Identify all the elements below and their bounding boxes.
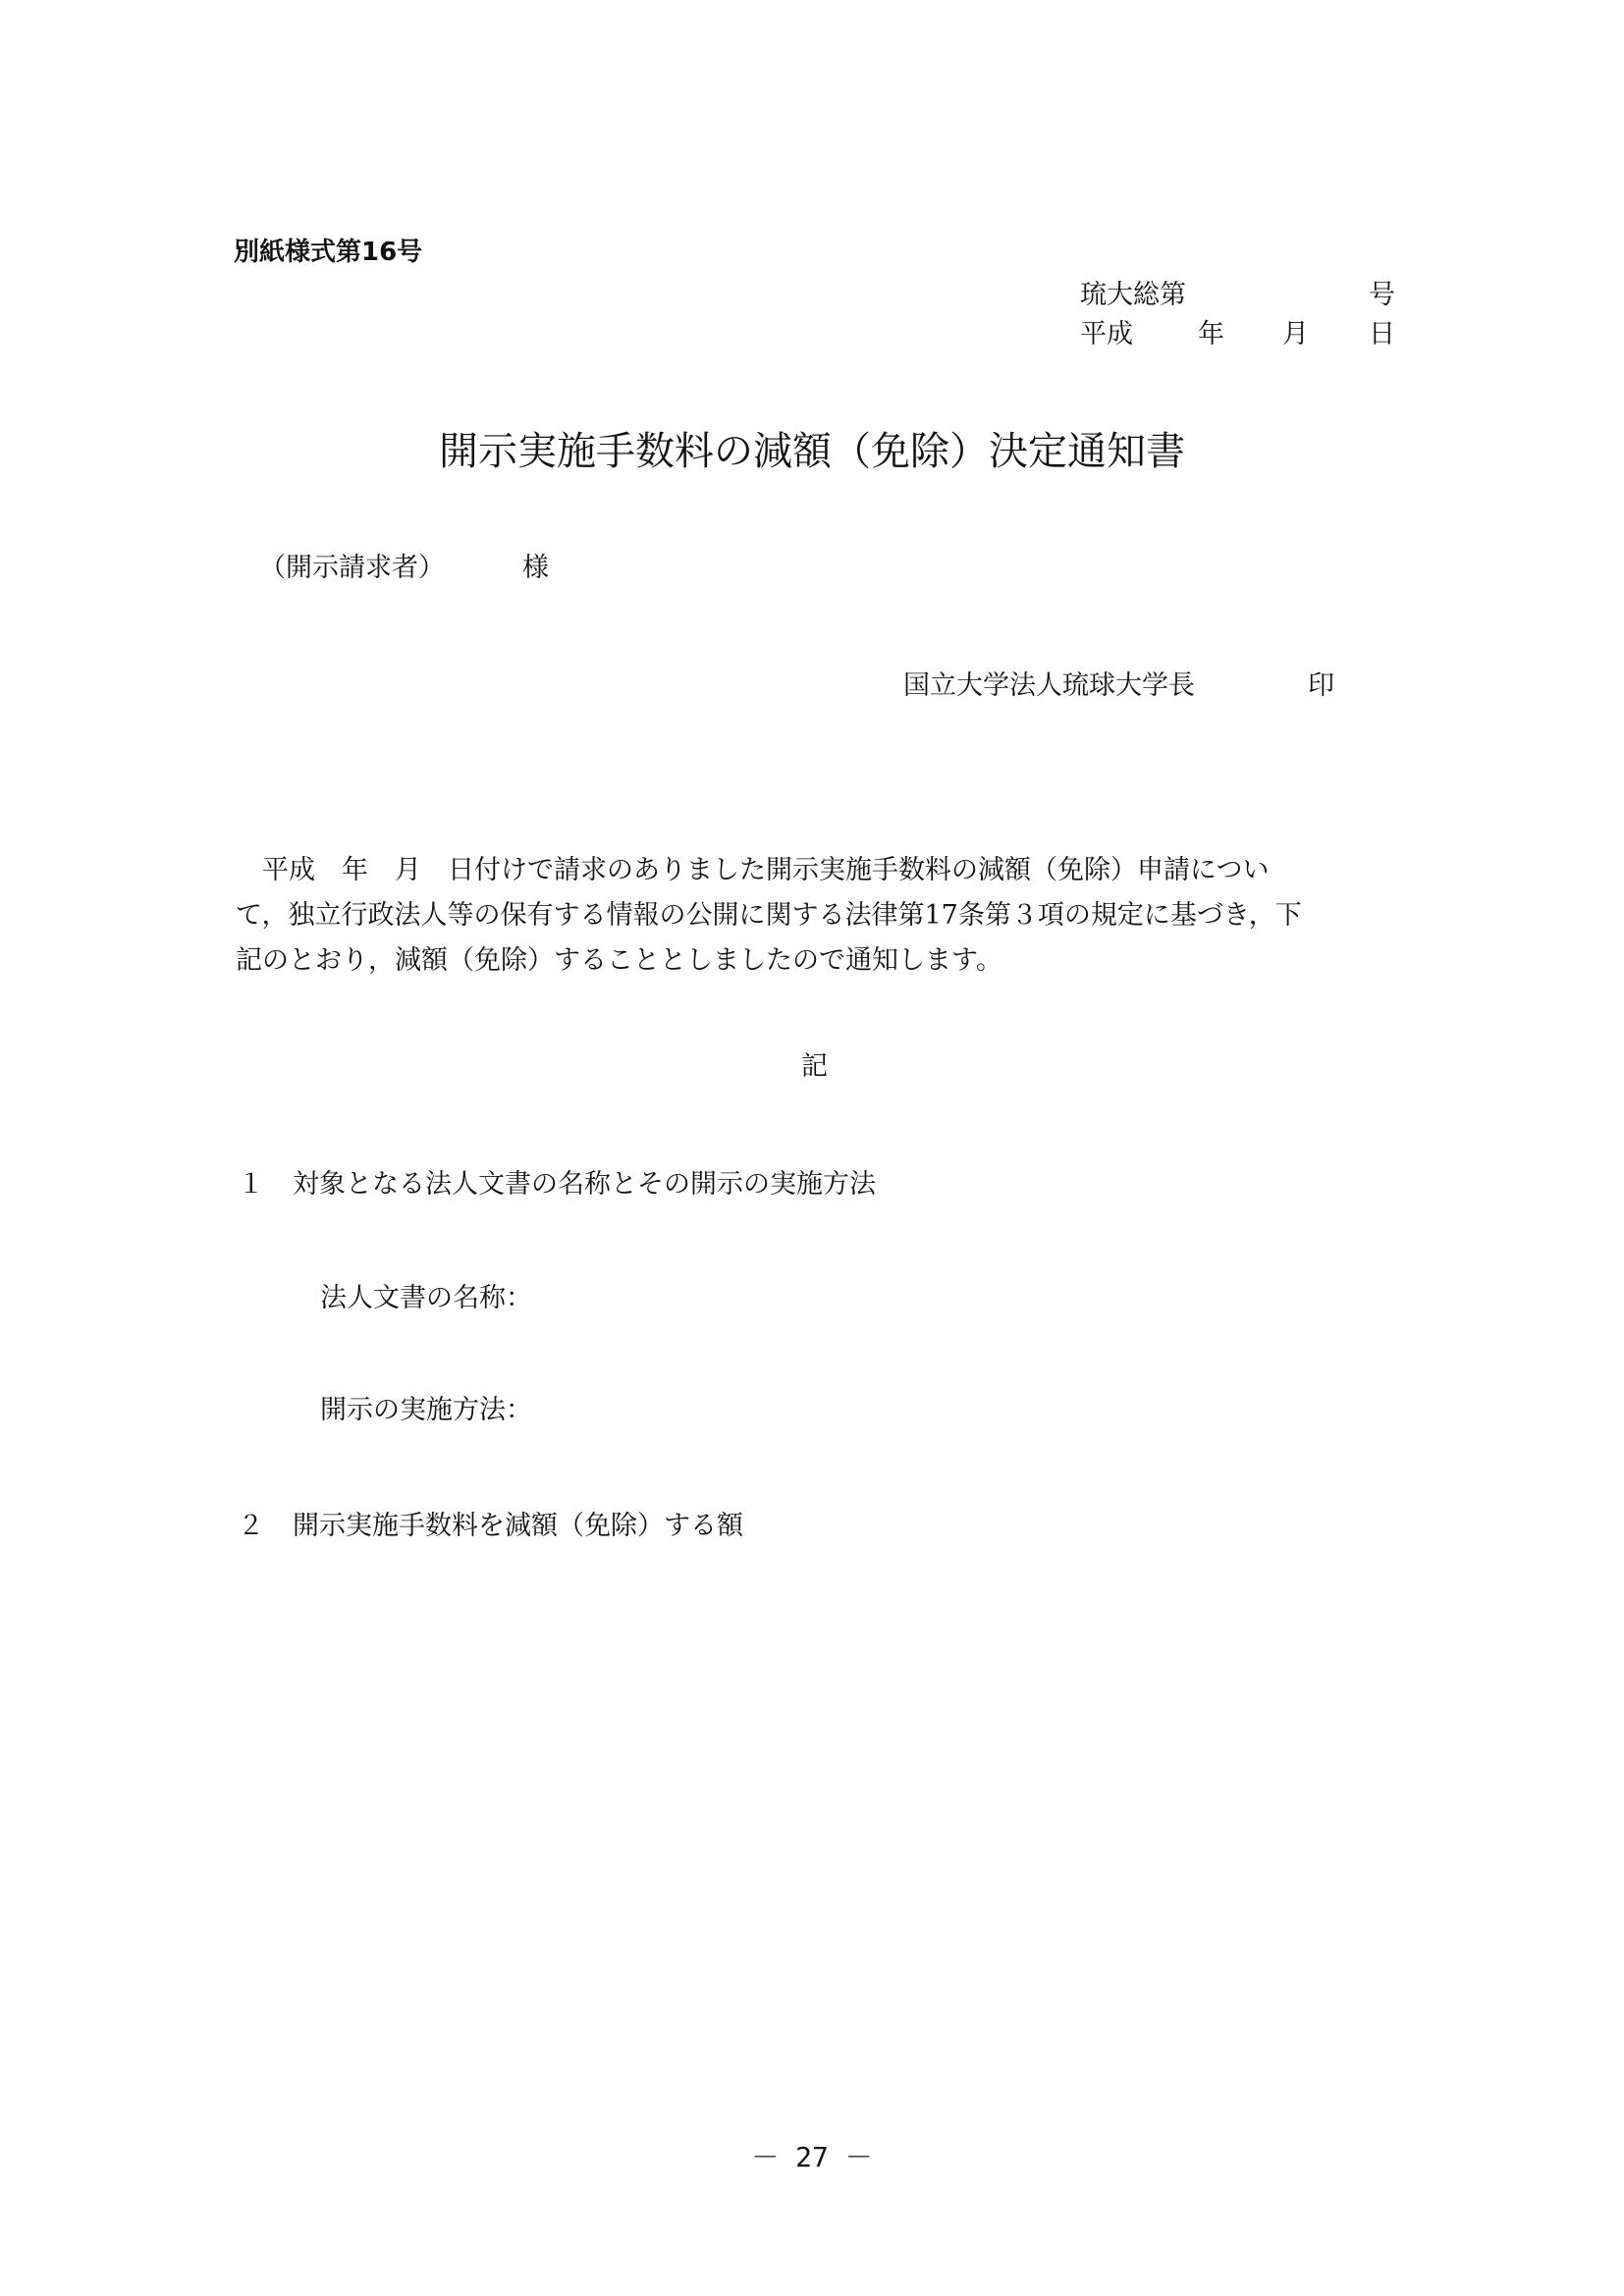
date-month-unit: 月	[1282, 319, 1309, 349]
date-year-unit: 年	[1198, 319, 1224, 349]
method-label: 開示の実施方法：	[320, 1395, 532, 1425]
body-paragraph	[236, 848, 1404, 984]
item1-text: 対象となる法人文書の名称とその開示の実施方法	[293, 1169, 876, 1200]
reference-date-row	[1080, 312, 1394, 347]
document-name-label: 法人文書の名称：	[320, 1283, 532, 1313]
item2-number: ２	[238, 1511, 264, 1541]
page-number: － 27 －	[751, 2141, 873, 2173]
reference-number-prefix: 琉大総第	[1080, 280, 1186, 310]
form-label: 別紙様式第16号	[234, 238, 423, 267]
item1-number: １	[238, 1169, 264, 1200]
reference-number-row	[1080, 273, 1394, 308]
issuer-name: 国立大学法人琉球大学長	[903, 670, 1195, 701]
date-day-unit: 日	[1369, 319, 1395, 349]
addressee-name: （開示請求者）	[259, 553, 445, 583]
item2-text: 開示実施手数料を減額（免除）する額	[293, 1511, 743, 1541]
issuer-seal: 印	[1308, 670, 1334, 701]
document-title: 開示実施手数料の減額（免除）決定通知書	[439, 429, 1185, 474]
body-line: 記のとおり，減額（免除）することとしましたので通知します。	[236, 945, 1002, 976]
ki-heading: 記	[801, 1051, 828, 1082]
addressee-honorific: 様	[522, 553, 549, 583]
date-era: 平成	[1080, 319, 1133, 349]
body-line: て，独立行政法人等の保有する情報の公開に関する法律第17条第３項の規定に基づき，下	[236, 900, 1302, 931]
body-line: 平成 年 月 日付けで請求のありました開示実施手数料の減額（免除）申請につい	[262, 855, 1270, 885]
reference-number-suffix: 号	[1369, 280, 1395, 310]
